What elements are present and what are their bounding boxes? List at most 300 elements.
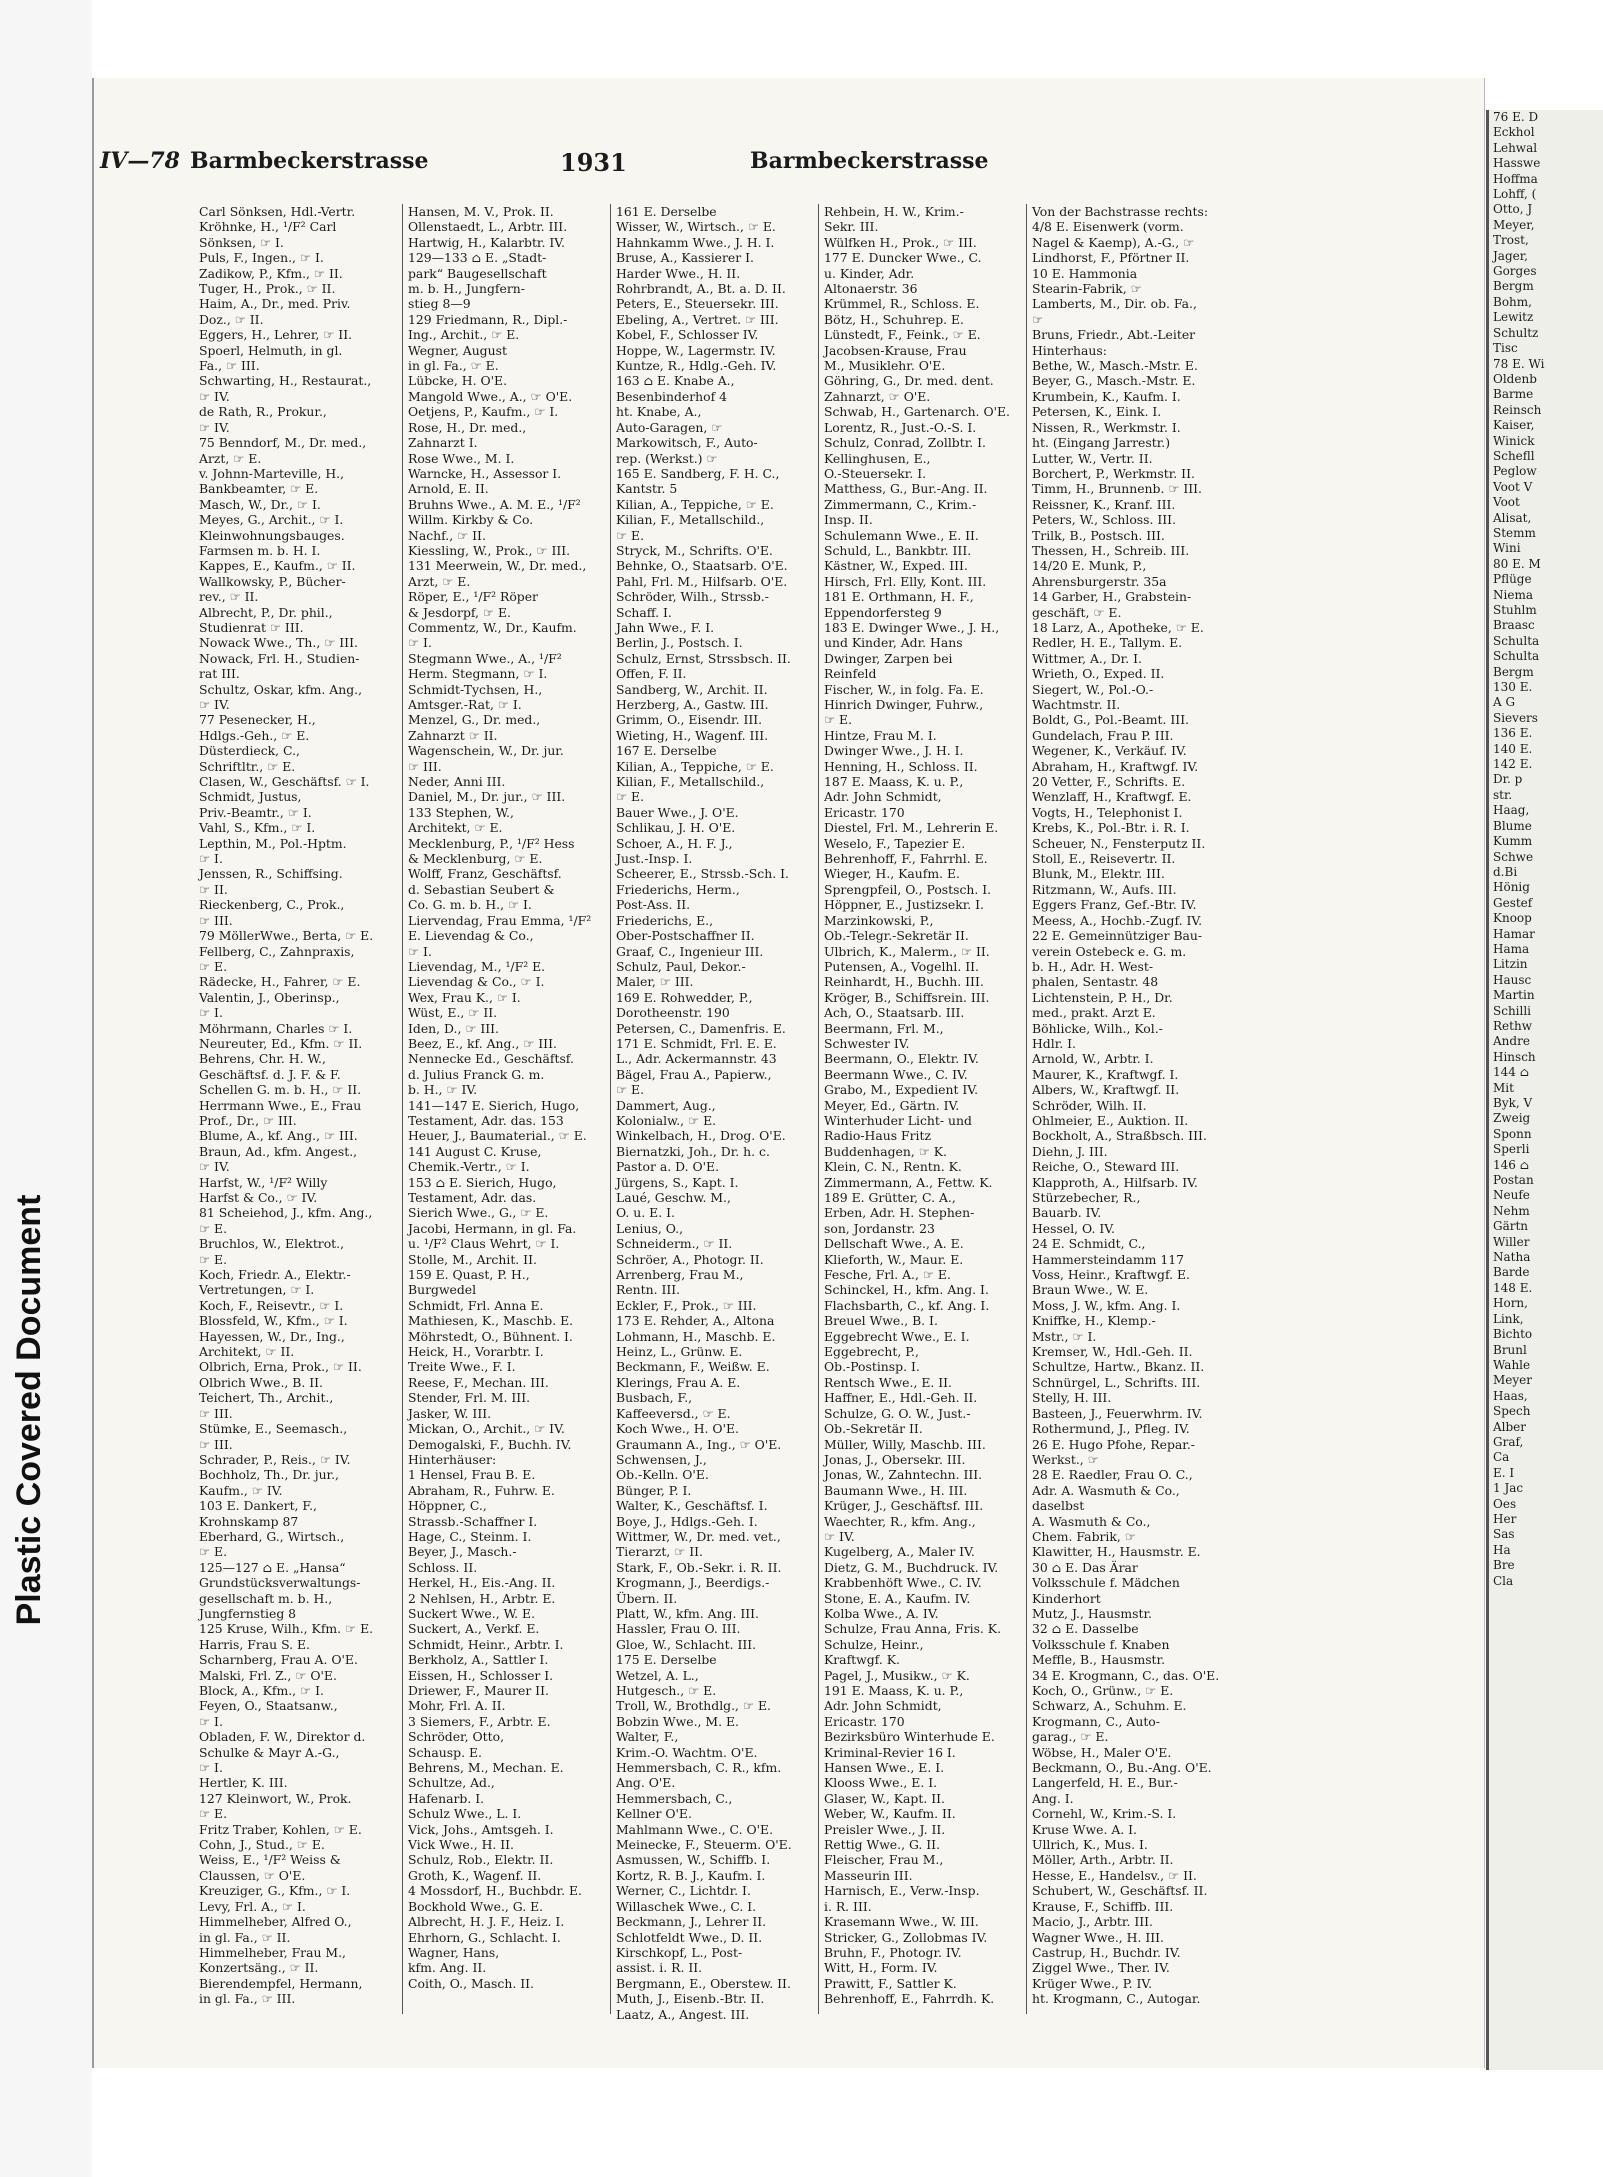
directory-entry: Schoer, A., H. F. J.,	[616, 835, 733, 851]
directory-entry: Carl Sönksen, Hdl.-Vertr.	[199, 204, 356, 219]
directory-entry: und Kinder, Adr. Hans	[824, 635, 963, 651]
next-page-entry: Gorges	[1493, 264, 1537, 279]
directory-entry: Klerings, Frau A. E.	[616, 1374, 741, 1390]
directory-entry: Arnold, W., Arbtr. I.	[1032, 1051, 1154, 1067]
directory-entry: Hartwig, H., Kalarbtr. IV.	[408, 234, 565, 250]
directory-entry: Zimmermann, C., Krim.-	[824, 496, 977, 512]
directory-entry: Vogts, H., Telephonist I.	[1032, 804, 1183, 820]
directory-entry: Behrens, M., Mechan. E.	[408, 1760, 564, 1776]
directory-entry: 14/20 E. Munk, P.,	[1032, 558, 1147, 574]
directory-entry: 129 Friedmann, R., Dipl.-	[408, 311, 568, 327]
next-page-entry: Bichto	[1493, 1327, 1533, 1342]
directory-entry: 10 E. Hammonia	[1032, 265, 1138, 281]
directory-entry: Ing., Archit., ☞ E.	[408, 327, 520, 343]
directory-entry: ☞ IV.	[199, 1159, 230, 1175]
next-page-entry: Lehwal	[1493, 140, 1538, 155]
directory-entry: Kappes, E., Kaufm., ☞ II.	[199, 558, 356, 574]
directory-entry: Beermann Wwe., C. IV.	[824, 1066, 968, 1082]
directory-entry: Hoppe, W., Lagermstr. IV.	[616, 342, 776, 358]
directory-entry: Auto-Garagen, ☞	[616, 419, 723, 435]
directory-entry: Beckmann, J., Lehrer II.	[616, 1914, 767, 1930]
directory-entry: Clasen, W., Geschäftsf. ☞ I.	[199, 774, 370, 790]
directory-entry: ht. Krogmann, C., Autogar.	[1032, 1991, 1201, 2007]
directory-entry: Hemmersbach, C. R., kfm.	[616, 1760, 782, 1776]
directory-entry: Schlotfeldt Wwe., D. II.	[616, 1929, 763, 1945]
directory-entry: Kolonialw., ☞ E.	[616, 1112, 717, 1128]
directory-entry: Schröder, Wilh. II.	[1032, 1097, 1147, 1113]
next-page-entry: A G	[1493, 695, 1516, 710]
directory-entry: ☞ E.	[199, 1544, 228, 1560]
directory-entry: Haim, A., Dr., med. Priv.	[199, 296, 351, 312]
directory-entry: Commentz, W., Dr., Kaufm.	[408, 619, 577, 635]
directory-entry: Winterhuder Licht- und	[824, 1112, 972, 1128]
directory-entry: Behnke, O., Staatsarb. O'E.	[616, 558, 788, 574]
directory-entry: Schulze, Heinr.,	[824, 1636, 924, 1652]
directory-entry: Stone, E. A., Kaufm. IV.	[824, 1590, 971, 1606]
directory-entry: Ob.-Sekretär II.	[824, 1421, 923, 1437]
directory-entry: Grimm, O., Eisendr. III.	[616, 712, 763, 728]
directory-entry: 22 E. Gemeinnütziger Bau-	[1032, 928, 1203, 944]
directory-entry: b. H., ☞ IV.	[408, 1082, 478, 1098]
directory-entry: Albers, W., Kraftwgf. II.	[1032, 1082, 1180, 1098]
directory-entry: Maurer, K., Kraftwgf. I.	[1032, 1066, 1179, 1082]
directory-entry: Asmussen, W., Schiffb. I.	[616, 1852, 771, 1868]
next-page-entry: Sperli	[1493, 1142, 1530, 1157]
directory-entry: 1 Hensel, Frau B. E.	[408, 1467, 536, 1483]
next-page-entry: Reinsch	[1493, 402, 1542, 417]
next-page-entry: Oldenb	[1493, 371, 1537, 386]
directory-entry: Gundelach, Frau P. III.	[1032, 727, 1174, 743]
directory-entry: Mstr., ☞ I.	[1032, 1328, 1097, 1344]
directory-entry: Koch, O., Grünw., ☞ E.	[1032, 1683, 1174, 1698]
directory-entry: 187 E. Maass, K. u. P.,	[824, 774, 964, 790]
directory-entry: Peters, E., Steuersekr. III.	[616, 296, 779, 312]
directory-entry: Nowack, Frl. H., Studien-	[199, 650, 360, 666]
directory-entry: Herm. Stegmann, ☞ I.	[408, 666, 548, 682]
directory-entry: Koch Wwe., H. O'E.	[616, 1421, 739, 1437]
directory-entry: 3 Siemers, F., Arbtr. E.	[408, 1713, 551, 1729]
directory-entry: Möller, Arth., Arbtr. II.	[1032, 1852, 1174, 1868]
directory-entry: Priv.-Beamtr., ☞ I.	[199, 804, 312, 820]
directory-entry: Doz., ☞ II.	[199, 311, 264, 327]
directory-entry: Valentin, J., Oberinsp.,	[199, 989, 340, 1005]
directory-entry: Jasker, W. III.	[408, 1405, 492, 1421]
directory-entry: Petersen, K., Eink. I.	[1032, 404, 1162, 420]
directory-entry: Liervendag, Frau Emma, ¹/F²	[408, 912, 592, 928]
directory-entry: Jungfernstieg 8	[199, 1605, 297, 1621]
directory-entry: Schulz, Paul, Dekor.-	[616, 958, 746, 974]
directory-entry: Krogmann, C., Auto-	[1032, 1713, 1160, 1729]
directory-column-4	[818, 204, 1026, 2014]
directory-entry: Weiss, E., ¹/F² Weiss &	[199, 1852, 341, 1868]
directory-entry: Behrenhoff, F., Fahrrhl. E.	[824, 851, 988, 867]
directory-entry: 77 Pesenecker, H.,	[199, 712, 316, 728]
next-page-entry: Haag,	[1493, 803, 1530, 818]
next-page-entry: 148 E.	[1493, 1280, 1533, 1295]
directory-entry: Strassb.-Schaffner I.	[408, 1513, 538, 1529]
next-page-entry: Litzin	[1493, 957, 1528, 972]
directory-entry: 159 E. Quast, P. H.,	[408, 1267, 530, 1283]
directory-entry: Bötz, H., Schuhrep. E.	[824, 311, 964, 327]
directory-entry: Putensen, A., Vogelhl. II.	[824, 958, 979, 974]
directory-entry: 2 Nehlsen, H., Arbtr. E.	[408, 1590, 556, 1606]
directory-entry: Siegert, W., Pol.-O.-	[1032, 681, 1154, 697]
next-page-entry: Niema	[1493, 587, 1533, 602]
directory-entry: Harfst & Co., ☞ IV.	[199, 1190, 318, 1205]
directory-entry: Göhring, G., Dr. med. dent.	[824, 373, 994, 389]
directory-entry: Stelly, H. III.	[1032, 1390, 1112, 1406]
directory-entry: Wittmer, W., Dr. med. vet.,	[616, 1528, 781, 1544]
directory-entry: Röper, E., ¹/F² Röper	[408, 589, 538, 605]
directory-entry: Albrecht, P., Dr. phil.,	[199, 604, 333, 620]
directory-entry: ☞ E.	[616, 1082, 645, 1098]
next-page-entry: Horn,	[1493, 1296, 1528, 1311]
directory-entry: Rohrbrandt, A., Bt. a. D. II.	[616, 281, 786, 297]
directory-entry: Kellner O'E.	[616, 1806, 692, 1822]
next-page-entry: Bergm	[1493, 279, 1534, 294]
directory-entry: Lübcke, H. O'E.	[408, 373, 508, 389]
directory-entry: Krümmel, R., Schloss. E.	[824, 296, 980, 312]
directory-entry: Langerfeld, H. E., Bur.-	[1032, 1775, 1178, 1791]
directory-entry: Eggebrecht, P.,	[824, 1344, 919, 1360]
directory-entry: Hemmersbach, C.,	[616, 1790, 733, 1806]
directory-entry: i. R. III.	[824, 1898, 872, 1914]
directory-entry: park“ Baugesellschaft	[408, 265, 547, 281]
directory-entry: Lenius, O.,	[616, 1220, 684, 1236]
directory-entry: Wetzel, A. L.,	[616, 1667, 699, 1683]
directory-entry: Bruchlos, W., Elektrot.,	[199, 1236, 345, 1252]
directory-entry: Kremser, W., Hdl.-Geh. II.	[1032, 1344, 1193, 1360]
directory-entry: Hirsch, Frl. Elly, Kont. III.	[824, 573, 987, 589]
directory-entry: Besenbinderhof 4	[616, 388, 728, 404]
directory-entry: Wallkowsky, P., Bücher-	[199, 573, 346, 589]
directory-entry: Graaf, C., Ingenieur III.	[616, 943, 764, 959]
directory-entry: Abraham, H., Kraftwgf. IV.	[1032, 758, 1199, 774]
next-page-entry: Peglow	[1493, 464, 1537, 479]
directory-entry: Schmidt, Justus,	[199, 789, 302, 805]
directory-entry: Suckert, A., Verkf. E.	[408, 1621, 540, 1637]
directory-entry: Glaser, W., Kapt. II.	[824, 1790, 945, 1806]
directory-entry: Schlikau, J. H. O'E.	[616, 820, 736, 836]
next-page-entry: Mit	[1493, 1080, 1514, 1095]
directory-entry: Stearin-Fabrik, ☞	[1032, 281, 1142, 297]
directory-entry: Stricker, G., Zollobmas IV.	[824, 1929, 988, 1945]
directory-entry: kfm. Ang. II.	[408, 1960, 487, 1976]
directory-entry: Hessel, O. IV.	[1032, 1220, 1115, 1236]
directory-entry: Bergmann, E., Oberstew. II.	[616, 1975, 791, 1991]
directory-entry: de Rath, R., Prokur.,	[199, 404, 327, 420]
directory-entry: Tierarzt, ☞ II.	[616, 1544, 703, 1560]
directory-entry: Kaufm., ☞ IV.	[199, 1482, 283, 1498]
directory-entry: Scharnberg, Frau A. O'E.	[199, 1652, 358, 1668]
street-heading-left: Barmbeckerstrasse	[190, 148, 429, 174]
directory-entry: Kaffeeversd., ☞ E.	[616, 1405, 731, 1421]
directory-entry: Beckmann, F., Weißw. E.	[616, 1359, 770, 1375]
directory-entry: Höppner, E., Justizsekr. I.	[824, 897, 984, 913]
directory-entry: Lutter, W., Vertr. II.	[1032, 450, 1153, 466]
directory-entry: 103 E. Dankert, F.,	[199, 1498, 317, 1514]
directory-entry: Studienrat ☞ III.	[199, 619, 304, 635]
next-page-entry: Pflüge	[1493, 572, 1532, 587]
directory-entry: ☞ II.	[199, 881, 228, 897]
directory-entry: Wittmer, A., Dr. I.	[1032, 650, 1142, 666]
directory-entry: Pagel, J., Musikw., ☞ K.	[824, 1667, 970, 1683]
directory-entry: Jenssen, R., Schiffsing.	[199, 866, 343, 882]
directory-entry: Rettig Wwe., G. II.	[824, 1837, 941, 1853]
next-page-entry: Postan	[1493, 1173, 1534, 1188]
directory-entry: Krabbenhöft Wwe., C. IV.	[824, 1575, 982, 1591]
directory-entry: ☞ E.	[616, 789, 645, 805]
directory-entry: Hintze, Frau M. I.	[824, 727, 937, 743]
directory-entry: Schröder, Otto,	[408, 1729, 505, 1745]
directory-entry: Architekt, ☞ E.	[408, 820, 503, 836]
directory-entry: Neureuter, Ed., Kfm. ☞ II.	[199, 1035, 363, 1051]
directory-entry: L., Adr. Ackermannstr. 43	[616, 1051, 777, 1067]
directory-entry: Boye, J., Hdlgs.-Geh. I.	[616, 1513, 758, 1529]
directory-entry: Dwinger, Zarpen bei	[824, 650, 953, 666]
directory-entry: Oetjens, P., Kaufm., ☞ I.	[408, 404, 559, 420]
directory-entry: Lichtenstein, P. H., Dr.	[1032, 989, 1173, 1005]
directory-entry: ☞ E.	[199, 958, 228, 974]
directory-entry: med., prakt. Arzt E.	[1032, 1005, 1156, 1021]
directory-entry: Ang. O'E.	[616, 1775, 676, 1791]
directory-entry: Kugelberg, A., Maler IV.	[824, 1544, 975, 1560]
directory-entry: u. Kinder, Adr.	[824, 265, 915, 281]
directory-entry: Trilk, B., Postsch. III.	[1032, 527, 1165, 543]
directory-entry: ☞ IV.	[199, 388, 230, 404]
directory-entry: Beermann, Frl. M.,	[824, 1020, 944, 1036]
directory-entry: Schultz, Oskar, kfm. Ang.,	[199, 681, 363, 697]
directory-entry: Ebeling, A., Vertret. ☞ III.	[616, 311, 779, 327]
directory-entry: Castrup, H., Buchdr. IV.	[1032, 1944, 1181, 1960]
next-page-entry: 140 E.	[1493, 741, 1533, 756]
directory-entry: Laué, Geschw. M.,	[616, 1190, 731, 1205]
page-section-number: IV—78	[100, 148, 180, 174]
directory-entry: Prawitt, F., Sattler K.	[824, 1975, 957, 1991]
directory-entry: Ang. I.	[1032, 1790, 1074, 1806]
directory-entry: Kolba Wwe., A. IV.	[824, 1605, 939, 1621]
next-page-entry: Brunl	[1493, 1342, 1527, 1357]
directory-entry: Matthess, G., Bur.-Ang. II.	[824, 481, 988, 497]
directory-entry: Konzertsäng., ☞ II.	[199, 1960, 319, 1976]
directory-entry: Wülfken H., Prok., ☞ III.	[824, 234, 977, 250]
directory-entry: Klieforth, W., Maur. E.	[824, 1251, 964, 1267]
directory-entry: 177 E. Duncker Wwe., C.	[824, 250, 982, 266]
directory-entry: Bankbeamter, ☞ E.	[199, 481, 319, 497]
directory-entry: geschäft, ☞ E.	[1032, 604, 1122, 620]
next-page-entry: Natha	[1493, 1250, 1531, 1265]
directory-entry: ☞ E.	[824, 712, 853, 728]
directory-entry: Ericastr. 170	[824, 1713, 905, 1729]
next-page-entry: Gestef	[1493, 895, 1533, 910]
directory-entry: Friederichs, Herm.,	[616, 881, 740, 897]
directory-entry: Meyes, G., Archit., ☞ I.	[199, 512, 344, 528]
directory-entry: Kruse Wwe. A. I.	[1032, 1821, 1137, 1837]
directory-entry: Braun, Ad., kfm. Angest.,	[199, 1143, 358, 1159]
next-page-entry: Haas,	[1493, 1388, 1528, 1403]
directory-entry: Heuer, J., Baumaterial., ☞ E.	[408, 1128, 587, 1144]
next-page-entry: Neufe	[1493, 1188, 1530, 1203]
directory-entry: ☞ I.	[408, 943, 432, 959]
directory-entry: Wieger, H., Kaufm. E.	[824, 866, 960, 882]
directory-entry: Kilian, F., Metallschild.,	[616, 512, 765, 528]
next-page-entry: Lewitz	[1493, 310, 1534, 325]
directory-entry: Eppendorfersteg 9	[824, 604, 942, 620]
directory-entry: Malski, Frl. Z., ☞ O'E.	[199, 1667, 337, 1683]
directory-entry: ☞ I.	[199, 1005, 223, 1021]
directory-entry: Pahl, Frl. M., Hilfsarb. O'E.	[616, 573, 788, 589]
directory-entry: Krüger, J., Geschäftsf. III.	[824, 1498, 984, 1514]
directory-entry: Geschäftsf. d. J. F. & F.	[199, 1066, 341, 1082]
directory-entry: Wisser, W., Wirtsch., ☞ E.	[616, 219, 776, 235]
next-page-entry: Sievers	[1493, 710, 1538, 725]
directory-entry: Hansen, M. V., Prok. II.	[408, 204, 554, 219]
directory-entry: ht. Knabe, A.,	[616, 404, 702, 420]
directory-entry: Block, A., Kfm., ☞ I.	[199, 1683, 324, 1698]
directory-entry: Vick Wwe., H. II.	[408, 1837, 514, 1853]
directory-entry: Rieckenberg, C., Prok.,	[199, 897, 345, 913]
next-page-entry: Schwe	[1493, 849, 1534, 864]
directory-entry: Arzt, ☞ E.	[408, 573, 471, 589]
directory-entry: Walter, K., Geschäftsf. I.	[616, 1498, 768, 1514]
directory-entry: 129—133 ⌂ E. „Stadt-	[408, 250, 547, 266]
directory-entry: Haffner, E., Hdl.-Geh. II.	[824, 1390, 978, 1406]
directory-entry: Cohn, J., Stud., ☞ E.	[199, 1837, 325, 1853]
directory-entry: 26 E. Hugo Pfohe, Repar.-	[1032, 1436, 1195, 1452]
directory-column-1	[194, 204, 402, 2014]
directory-entry: Kriminal-Revier 16 I.	[824, 1744, 956, 1760]
next-page-entry: Bohm,	[1493, 294, 1532, 309]
directory-entry: Wachtmstr. II.	[1032, 697, 1121, 712]
directory-entry: Scheuer, N., Fensterputz II.	[1032, 835, 1206, 851]
directory-entry: 24 E. Schmidt, C.,	[1032, 1236, 1146, 1252]
directory-entry: Himmelheber, Frau M.,	[199, 1944, 346, 1960]
next-page-entry: Hasswe	[1493, 156, 1541, 171]
directory-entry: Nachf., ☞ II.	[408, 527, 486, 543]
directory-entry: Waechter, R., kfm. Ang.,	[824, 1513, 976, 1529]
directory-entry: Beyer, G., Masch.-Mstr. E.	[1032, 373, 1196, 389]
next-page-entry: Alisat,	[1493, 510, 1532, 525]
directory-entry: Busbach, F.,	[616, 1390, 693, 1406]
directory-entry: Farmsen m. b. H. I.	[199, 542, 321, 558]
directory-entry: Ach, O., Staatsarb. III.	[824, 1005, 965, 1021]
directory-entry: Zahnarzt, ☞ O'E.	[824, 388, 931, 404]
directory-entry: Koch, Friedr. A., Elektr.-	[199, 1267, 351, 1283]
directory-entry: 32 ⌂ E. Dasselbe	[1032, 1621, 1139, 1637]
directory-entry: Ob.-Postinsp. I.	[824, 1359, 920, 1375]
directory-entry: Lorentz, R., Just.-O.-S. I.	[824, 419, 977, 435]
directory-entry: Schwarting, H., Restaurat.,	[199, 373, 372, 389]
directory-entry: Krim.-O. Wachtm. O'E.	[616, 1744, 758, 1760]
directory-entry: Kilian, A., Teppiche, ☞ E.	[616, 496, 774, 512]
directory-entry: Schausp. E.	[408, 1744, 482, 1760]
directory-entry: d. Julius Franck G. m.	[408, 1066, 545, 1082]
directory-entry: Heick, H., Vorarbtr. I.	[408, 1344, 544, 1360]
directory-entry: Eberhard, G., Wirtsch.,	[199, 1528, 345, 1544]
directory-entry: u. ¹/F² Claus Wehrt, ☞ I.	[408, 1236, 560, 1252]
next-page-entry: 130 E.	[1493, 680, 1533, 695]
next-page-entry: Ca	[1493, 1450, 1510, 1465]
directory-entry: Reissner, K., Kranf. III.	[1032, 496, 1176, 512]
next-page-entry: Graf,	[1493, 1434, 1524, 1449]
next-page-entry: Zweig	[1493, 1111, 1531, 1126]
next-page-entry: Hausc	[1493, 972, 1532, 987]
directory-entry: Hdlgs.-Geh., ☞ E.	[199, 727, 310, 743]
directory-entry: Olbrich, Erna, Prok., ☞ II.	[199, 1359, 362, 1375]
directory-entry: Jacobsen-Krause, Frau	[824, 342, 967, 358]
directory-entry: & Jesdorpf, ☞ E.	[408, 604, 511, 620]
directory-entry: Ollenstaedt, L., Arbtr. III.	[408, 219, 568, 235]
directory-entry: Kantstr. 5	[616, 481, 678, 497]
directory-entry: Bochholz, Th., Dr. jur.,	[199, 1467, 339, 1483]
directory-entry: Pastor a. D. O'E.	[616, 1159, 720, 1175]
directory-entry: Harfst, W., ¹/F² Willy	[199, 1174, 328, 1190]
directory-entry: rev., ☞ II.	[199, 589, 259, 605]
directory-entry: Hassler, Frau O. III.	[616, 1621, 741, 1637]
directory-entry: Feyen, O., Staatsanw.,	[199, 1698, 338, 1714]
directory-entry: b. H., Adr. H. West-	[1032, 958, 1154, 974]
directory-entry: Behrens, Chr. H. W.,	[199, 1051, 326, 1067]
directory-entry: Ullrich, K., Mus. I.	[1032, 1837, 1148, 1853]
directory-entry: Diestel, Frl. M., Lehrerin E.	[824, 820, 999, 836]
directory-entry: ☞	[1032, 311, 1044, 327]
directory-entry: Kortz, R. B. J., Kaufm. I.	[616, 1867, 766, 1883]
directory-entry: Kellinghusen, E.,	[824, 450, 931, 466]
directory-entry: Ahrensburgerstr. 35a	[1032, 573, 1167, 589]
directory-entry: Stürzebecher, R.,	[1032, 1190, 1141, 1205]
directory-year: 1931	[560, 148, 627, 177]
directory-entry: Schmidt, Frl. Anna E.	[408, 1297, 544, 1313]
directory-entry: Schmidt-Tychsen, H.,	[408, 681, 543, 697]
directory-entry: Spoerl, Helmuth, in gl.	[199, 342, 343, 358]
directory-entry: 171 E. Schmidt, Frl. E. E.	[616, 1035, 777, 1051]
directory-entry: Behrenhoff, E., Fahrrdh. K.	[824, 1991, 995, 2007]
next-page-entry: 76 E. D	[1493, 110, 1539, 124]
directory-entry: Abraham, R., Fuhrw. E.	[408, 1482, 555, 1498]
directory-entry: Hahnkamm Wwe., J. H. I.	[616, 234, 775, 250]
next-page-entry: Kaiser,	[1493, 418, 1535, 433]
directory-entry: Bünger, P. I.	[616, 1482, 692, 1498]
directory-entry: Fellberg, C., Zahnpraxis,	[199, 943, 355, 959]
page-header	[100, 148, 1230, 186]
directory-entry: Mathiesen, K., Maschb. E.	[408, 1313, 574, 1329]
directory-entry: Wöbse, H., Maler O'E.	[1032, 1744, 1172, 1760]
directory-entry: Kröger, B., Schiffsrein. III.	[824, 989, 990, 1005]
directory-entry: Just.-Insp. I.	[616, 851, 693, 867]
next-page-entry: Voot V	[1493, 479, 1533, 494]
directory-entry: Macio, J., Arbtr. III.	[1032, 1914, 1153, 1930]
directory-entry: Schellen G. m. b. H., ☞ II.	[199, 1082, 362, 1098]
directory-entry: Schultze, Hartw., Bkanz. II.	[1032, 1359, 1205, 1375]
directory-entry: Obladen, F. W., Direktor d.	[199, 1729, 366, 1745]
directory-entry: Krumbein, K., Kaufm. I.	[1032, 388, 1181, 404]
directory-entry: Architekt, ☞ II.	[199, 1344, 295, 1360]
next-page-entry: Meyer	[1493, 1373, 1533, 1388]
directory-entry: Menzel, G., Dr. med.,	[408, 712, 541, 728]
directory-entry: Ob.-Telegr.-Sekretär II.	[824, 928, 969, 944]
next-page-entry: Schulta	[1493, 649, 1540, 664]
next-page-entry: Spech	[1493, 1404, 1531, 1419]
directory-entry: stieg 8—9	[408, 296, 471, 312]
next-page-entry: Hama	[1493, 941, 1530, 956]
directory-entry: ☞ E.	[199, 1220, 228, 1236]
directory-entry: Klein, C. N., Rentn. K.	[824, 1159, 962, 1175]
directory-entry: Schulz Wwe., L. I.	[408, 1806, 522, 1822]
directory-entry: Laatz, A., Angest. III.	[616, 2006, 750, 2022]
next-page-entry: Eckhol	[1493, 125, 1535, 140]
directory-entry: Scheerer, E., Strssb.-Sch. I.	[616, 866, 789, 882]
directory-entry: Bobzin Wwe., M. E.	[616, 1713, 739, 1729]
